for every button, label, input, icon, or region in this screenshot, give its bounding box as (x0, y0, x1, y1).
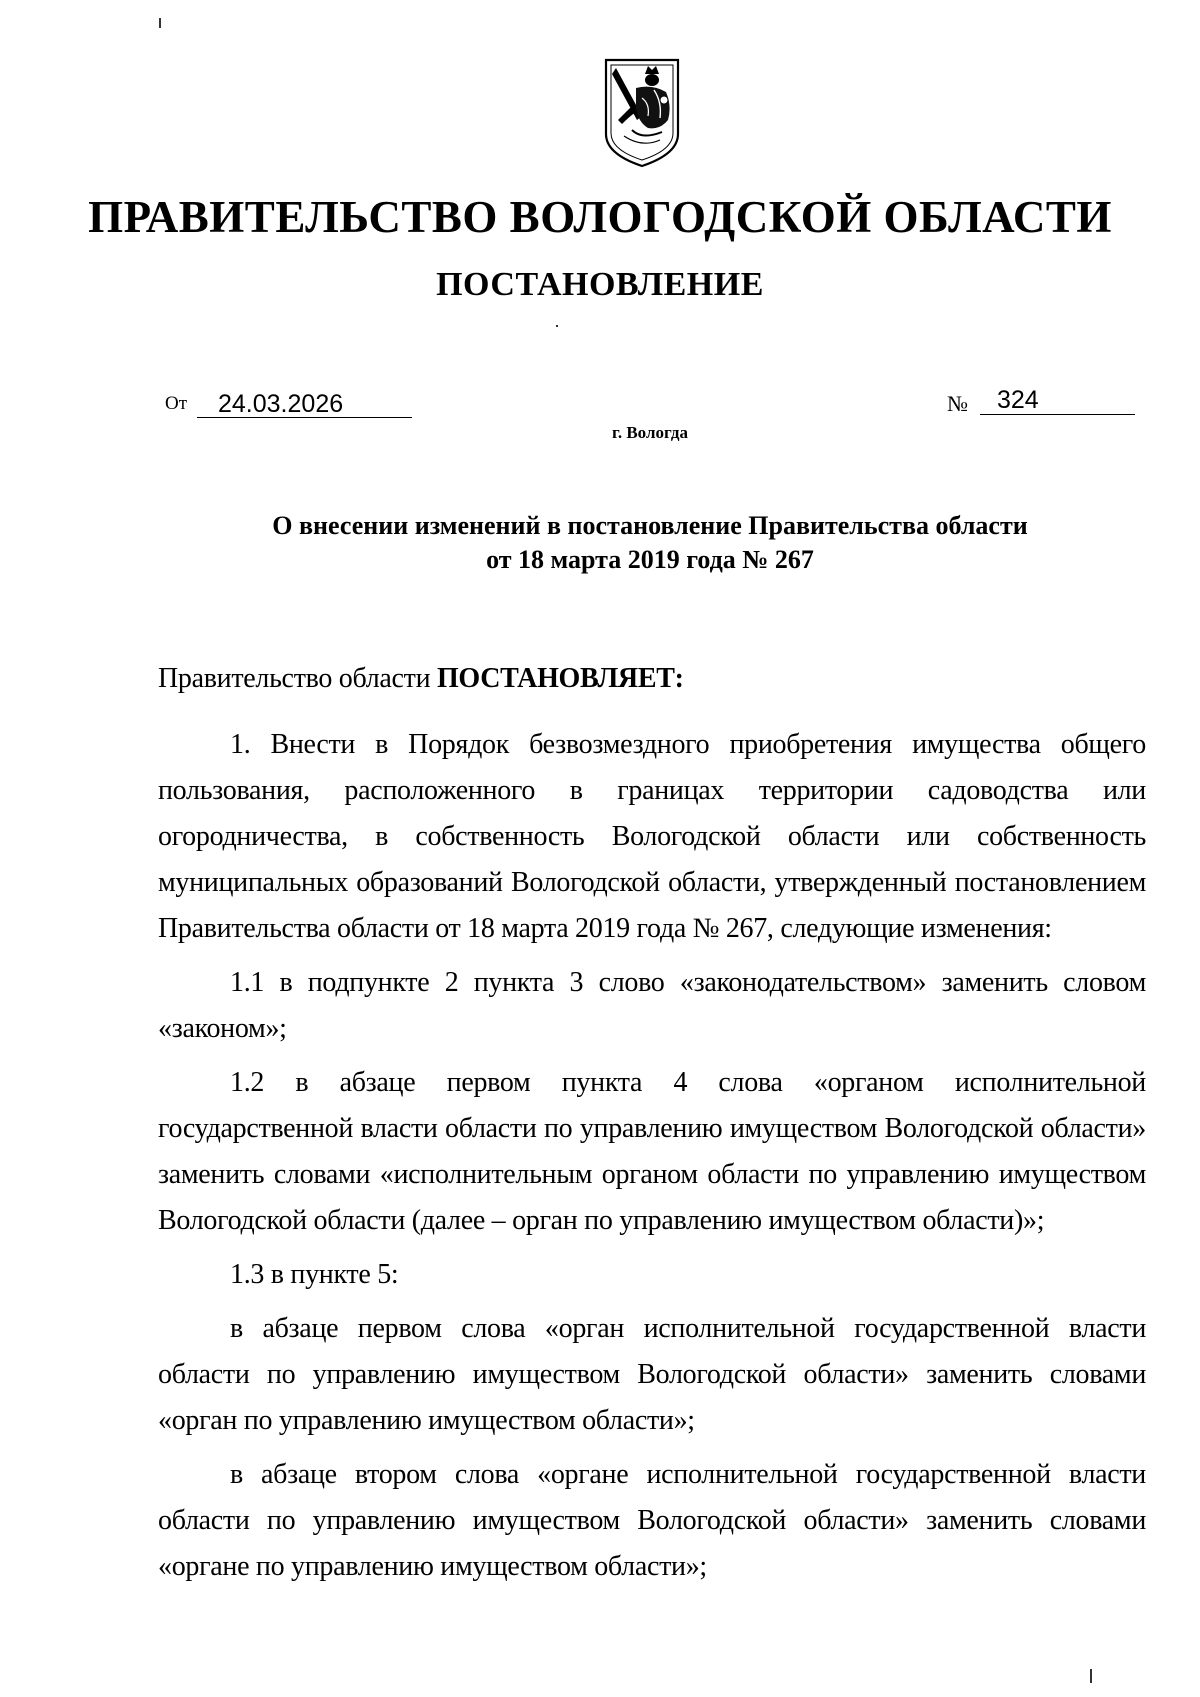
subject-line-2: от 18 марта 2019 года № 267 (486, 545, 814, 574)
vologda-coat-of-arms-icon (602, 56, 682, 170)
paragraph-1-3-first: в абзаце первом слова «орган исполнительной государственной власти области по управлению имуществом Вологодской области» заменить словами «орган по управлению имуществом области»; (158, 1313, 1146, 1436)
paragraph-1-3-second: в абзаце втором слова «органе исполнительной государственной власти области по управлению имуществом Вологодской области» заменить словами «органе по управлению имуществом области»; (158, 1459, 1146, 1582)
decree-word: ПОСТАНОВЛЯЕТ: (436, 663, 684, 694)
scan-mark (159, 18, 161, 28)
city-name: г. Вологда (612, 423, 688, 442)
paragraph-1: 1. Внести в Порядок безвозмездного приобретения имущества общего пользования, расположенного в границах территории садоводства или огородничества, в собственность Вологодской области или собственность муниципальных образований Вологодской области, утвержденный постановлением Правительства области от 18 марта 2019 года № 267, следующие изменения: (158, 729, 1146, 944)
number-prefix: № (947, 391, 968, 416)
subject-line-1: О внесении изменений в постановление Правительства области (272, 511, 1028, 540)
organization-title: ПРАВИТЕЛЬСТВО ВОЛОГОДСКОЙ ОБЛАСТИ (88, 192, 1112, 242)
document-body (158, 656, 1146, 1590)
document-type: ПОСТАНОВЛЕНИЕ (436, 266, 764, 303)
paragraph-1-1: 1.1 в подпункте 2 пункта 3 слово «законодательством» заменить словом «законом»; (158, 967, 1146, 1044)
paragraph-1-2: 1.2 в абзаце первом пункта 4 слова «органом исполнительной государственной власти области по управлению имуществом Вологодской области» заменить словами «исполнительным органом области по управлению имуществом Вологодской области (далее – орган по управлению имуществом области)»; (158, 1067, 1146, 1236)
preamble (158, 656, 1146, 702)
scan-mark (556, 325, 558, 327)
preamble-text: Правительство области (158, 663, 437, 694)
document-date: 24.03.2026 (218, 390, 344, 418)
paragraph-1-3: 1.3 в пункте 5: (230, 1259, 399, 1290)
document-subject (0, 509, 1200, 577)
date-prefix: От (165, 393, 188, 414)
document-number: 324 (997, 386, 1039, 414)
scan-mark (1090, 1669, 1092, 1683)
